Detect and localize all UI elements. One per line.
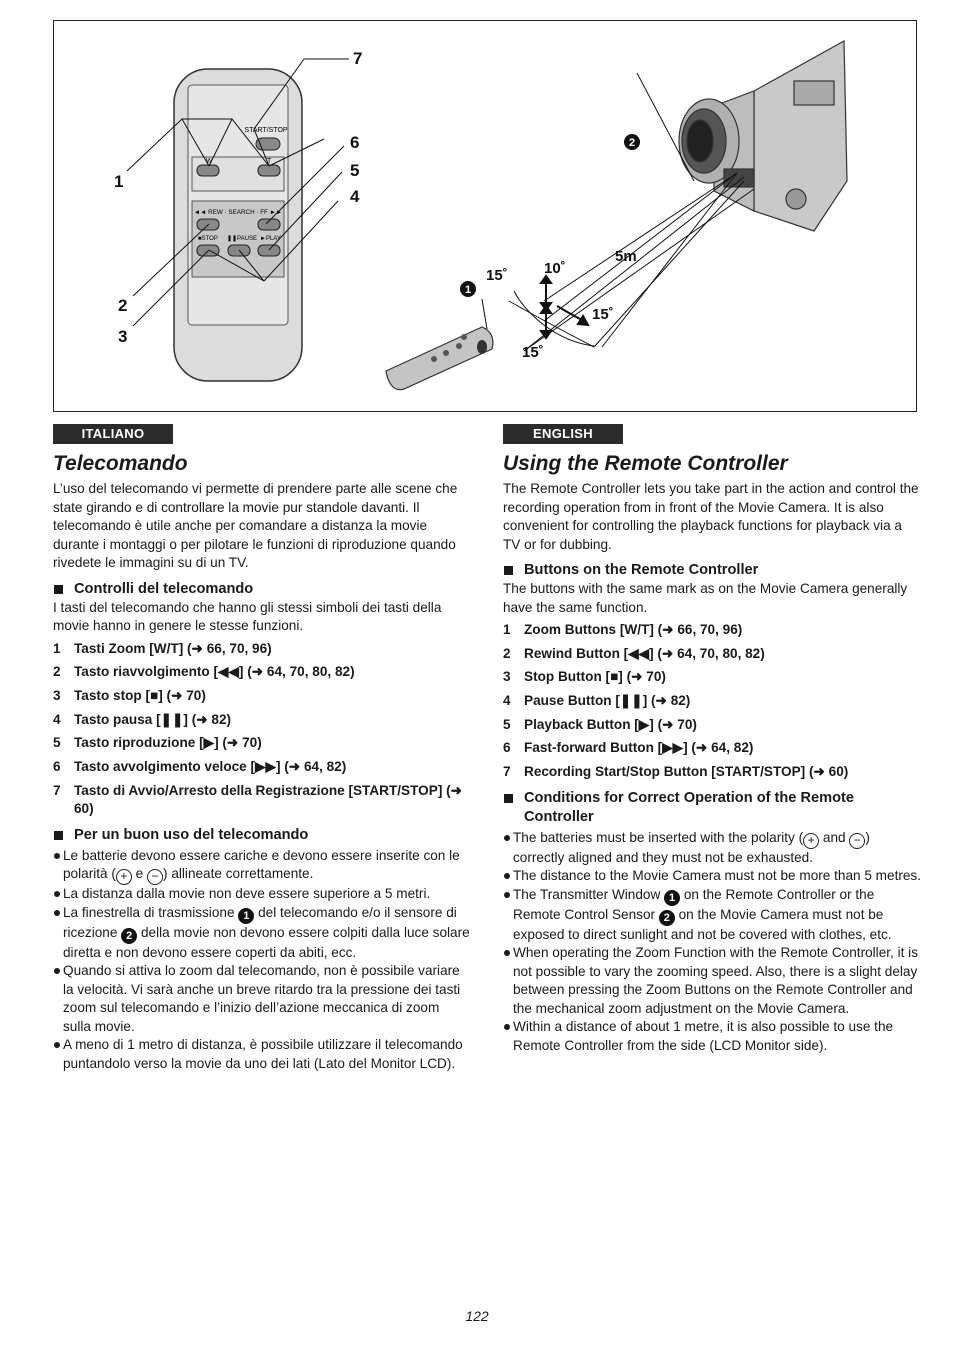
- callout-7: 7: [353, 49, 363, 68]
- italian-conditions-list: [53, 847, 471, 1074]
- english-column: [503, 424, 921, 1055]
- italian-controls-text: I tasti del telecomando che hanno gli stessi simboli dei tasti della movie hanno in genere le stesse funzioni.: [53, 599, 442, 633]
- lang-tag-italian: ITALIANO: [53, 424, 173, 444]
- english-controls-text: The buttons with the same mark as on the Movie Camera generally have the same function.: [503, 581, 908, 615]
- angle-labels: [486, 248, 637, 361]
- angle-15-bottom: 15˚: [522, 344, 544, 361]
- callout-6: 6: [350, 133, 360, 152]
- list-item: La finestrella di trasmissione 1 del telecomando e/o il sensore di ricezione 2 della movie non devono essere colpiti dalla luce solare diretta e non devono essere coperti da abiti, ecc.: [53, 904, 471, 963]
- callout-2: 2: [118, 296, 128, 315]
- remote-controller-drawing: [174, 69, 302, 381]
- list-item: 5 Tasto riproduzione [▶] (➜ 70): [53, 735, 262, 751]
- english-use-heading: Conditions for Correct Operation of the Remote Controller: [503, 789, 921, 827]
- list-item: 4 Tasto pausa [❚❚] (➜ 82): [53, 711, 232, 727]
- english-controls-heading: Buttons on the Remote Controller: [503, 561, 921, 580]
- italian-column: [53, 424, 471, 1073]
- page-number: 122: [465, 1308, 489, 1324]
- label-stop: ■STOP: [198, 236, 218, 242]
- marker-1: 1: [464, 284, 472, 296]
- list-item: Quando si attiva lo zoom dal telecomando, non è possibile variare la velocità. Vi sarà anche un breve ritardo tra la pressione dei tasti zoom sul telecomando e l’inizio dell’azione meccanica di zoom sulla movie.: [53, 962, 471, 1036]
- list-item: When operating the Zoom Function with the Remote Controller, it is not possible to vary the zooming speed. Also, there is a slight delay between pressing the Zoom Buttons on the Remote Controller and the mechanical zoom adjustment on the Movie Camera.: [503, 944, 921, 1018]
- plus-polarity-icon: +: [803, 833, 819, 849]
- circled-1-icon: 1: [238, 908, 254, 924]
- plus-polarity-icon: +: [116, 869, 132, 885]
- list-item: 4 Pause Button [❚❚] (➜ 82): [503, 693, 691, 709]
- list-item: The distance to the Movie Camera must not be more than 5 metres.: [503, 867, 921, 886]
- label-pause: ❚❚PAUSE: [227, 236, 257, 242]
- callout-5: 5: [350, 161, 360, 180]
- lang-tag-english: ENGLISH: [503, 424, 623, 444]
- label-start-stop: START/STOP: [244, 127, 288, 134]
- list-item: Le batterie devono essere cariche e devono essere inserite con le polarità ( + e − ) allineate correttamente.: [53, 847, 471, 886]
- angle-15-top: 15˚: [486, 267, 508, 284]
- italian-intro: L’uso del telecomando vi permette di prendere parte alle scene che state girando e di controllare la movie pur standole davanti. Il telecomando è utile anche per comandare a distanza la movie durante i montaggi o per pilotare le funzioni di riproduzione quando rivedete le immagini su di un TV.: [53, 481, 458, 570]
- marker-2: 2: [628, 137, 636, 149]
- small-remote-drawing: [386, 327, 493, 390]
- distance-5m: 5m: [615, 248, 637, 265]
- list-item: 1 Zoom Buttons [W/T] (➜ 66, 70, 96): [503, 622, 743, 637]
- list-item: Within a distance of about 1 metre, it is also possible to use the Remote Controller from the side (LCD Monitor side).: [503, 1018, 921, 1055]
- list-item: 1 Tasti Zoom [W/T] (➜ 66, 70, 96): [53, 640, 272, 656]
- italian-use-heading: Per un buon uso del telecomando: [53, 826, 471, 845]
- italian-title: Telecomando: [53, 452, 188, 475]
- angle-arrows: [541, 276, 588, 338]
- list-item: 6 Tasto avvolgimento veloce [▶▶] (➜ 64, 82): [53, 758, 347, 774]
- list-item: 7 Recording Start/Stop Button [START/STOP] (➜ 60): [503, 764, 849, 780]
- list-item: La distanza dalla movie non deve essere superiore a 5 metri.: [53, 885, 471, 904]
- italian-controls-heading: Controlli del telecomando: [53, 580, 471, 599]
- remote-controller-figure: [53, 20, 917, 412]
- movie-camera-drawing: [679, 41, 847, 231]
- list-item: 6 Fast-forward Button [▶▶] (➜ 64, 82): [503, 740, 754, 756]
- angle-10: 10˚: [544, 260, 566, 277]
- label-search: ◄◄ REW · SEARCH · FF ►►: [193, 209, 283, 216]
- circled-1-icon: 1: [664, 890, 680, 906]
- remote-illustration: [54, 21, 916, 411]
- list-item: A meno di 1 metro di distanza, è possibile utilizzare il telecomando puntandolo verso la movie da uno dei lati (Lato del Monitor LCD).: [53, 1036, 471, 1073]
- list-item: 5 Playback Button [▶] (➜ 70): [503, 716, 697, 732]
- english-intro: The Remote Controller lets you take part in the action and control the recording operation from in front of the Movie Camera. It is also convenient for controlling the playback functions for playback via a TV or for dubbing.: [503, 481, 919, 552]
- list-item: The Transmitter Window 1 on the Remote Controller or the Remote Control Sensor 2 on the Movie Camera must not be exposed to direct sunlight and not be covered with clothes, etc.: [503, 886, 921, 945]
- callout-3: 3: [118, 327, 128, 346]
- english-title: Using the Remote Controller: [503, 452, 788, 475]
- english-button-list: [503, 621, 921, 782]
- list-item: 2 Rewind Button [◀◀] (➜ 64, 70, 80, 82): [503, 645, 765, 661]
- list-item: 7 Tasto di Avvio/Arresto della Registrazione [START/STOP] (➜ 60): [53, 782, 463, 817]
- circled-2-icon: 2: [659, 910, 675, 926]
- label-w: W: [206, 158, 213, 165]
- minus-polarity-icon: −: [147, 869, 163, 885]
- label-t: T: [267, 158, 272, 165]
- callout-4: 4: [350, 187, 360, 206]
- callout-1: 1: [114, 172, 124, 191]
- list-item: 2 Tasto riavvolgimento [◀◀] (➜ 64, 70, 80, 82): [53, 664, 355, 680]
- italian-button-list: [53, 640, 471, 819]
- list-item: The batteries must be inserted with the polarity ( + and − ) correctly aligned and they must not be exhausted.: [503, 829, 921, 868]
- english-conditions-list: [503, 829, 921, 1056]
- circled-2-icon: 2: [121, 928, 137, 944]
- list-item: 3 Tasto stop [■] (➜ 70): [53, 687, 206, 703]
- list-item: 3 Stop Button [■] (➜ 70): [503, 669, 666, 685]
- minus-polarity-icon: −: [849, 833, 865, 849]
- label-play: ►PLAY: [260, 236, 281, 242]
- angle-15-right: 15˚: [592, 306, 614, 323]
